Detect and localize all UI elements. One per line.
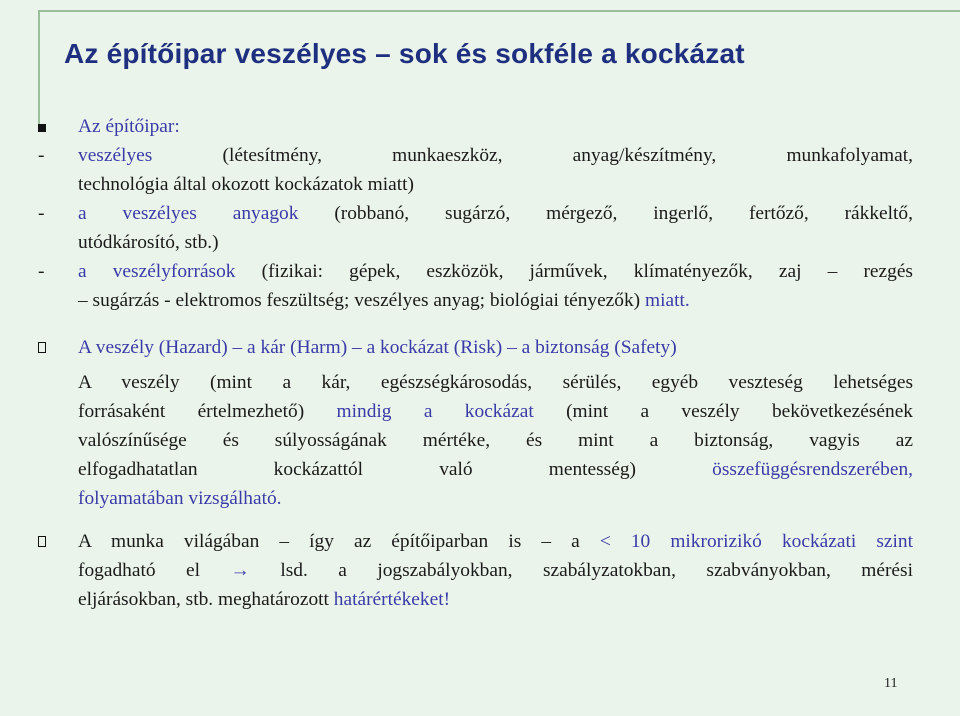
paragraph-line: folyamatában vizsgálható.: [78, 488, 282, 509]
dash-bullet: -: [38, 203, 45, 224]
paragraph-line: fogadható el → lsd. a jogszabályokban, szabályzatokban, szabványokban, mérési: [78, 560, 913, 581]
intro-text: Az építőipar:: [78, 116, 180, 137]
paragraph-line: valószínűsége és súlyosságának mértéke, és mint a biztonság, vagyis az: [78, 430, 913, 451]
bullet-limit: A munka világában – így az építőiparban is – a < 10 mikrorizikó kockázati szint: [38, 527, 913, 556]
square-bullet-icon: [38, 112, 78, 141]
slide-content: [38, 112, 913, 614]
list-item-cont: utódkárosító, stb.): [78, 232, 219, 253]
paragraph-line: forrásaként értelmezhető) mindig a kockázat (mint a veszély bekövetkezésének: [78, 401, 913, 422]
page-number: 11: [884, 676, 898, 691]
dash-bullet: -: [38, 261, 45, 282]
paragraph-line: A veszély (mint a kár, egészségkárosodás, sérülés, egyéb veszteség lehetséges: [78, 372, 913, 393]
paragraph-line: eljárásokban, stb. meghatározott határértékeket!: [78, 589, 451, 610]
list-item: - a veszélyes anyagok (robbanó, sugárzó, mérgező, ingerlő, fertőző, rákkeltő,: [38, 199, 913, 228]
list-item-cont: – sugárzás - elektromos feszültség; veszélyes anyag; biológiai tényezők) miatt.: [78, 290, 690, 311]
dash-bullet: -: [38, 145, 45, 166]
list-item-cont: technológia által okozott kockázatok miatt): [78, 174, 414, 195]
bullet-hazard-heading: A veszély (Hazard) – a kár (Harm) – a kockázat (Risk) – a biztonság (Safety): [38, 333, 913, 362]
arrow-right-icon: →: [230, 560, 250, 581]
slide-title: Az építőipar veszélyes – sok és sokféle a kockázat: [64, 38, 745, 69]
list-item: - a veszélyforrások (fizikai: gépek, eszközök, járművek, klímatényezők, zaj – rezgés: [38, 257, 913, 286]
paragraph-line: elfogadhatatlan kockázattól való mentesség) összefüggésrendszerében,: [78, 459, 913, 480]
square-bullet-icon: [38, 527, 78, 556]
list-item: - veszélyes (létesítmény, munkaeszköz, anyag/készítmény, munkafolyamat,: [38, 141, 913, 170]
square-bullet-icon: [38, 333, 78, 362]
slide-frame-top: [38, 10, 960, 12]
bullet-intro: [38, 112, 913, 141]
